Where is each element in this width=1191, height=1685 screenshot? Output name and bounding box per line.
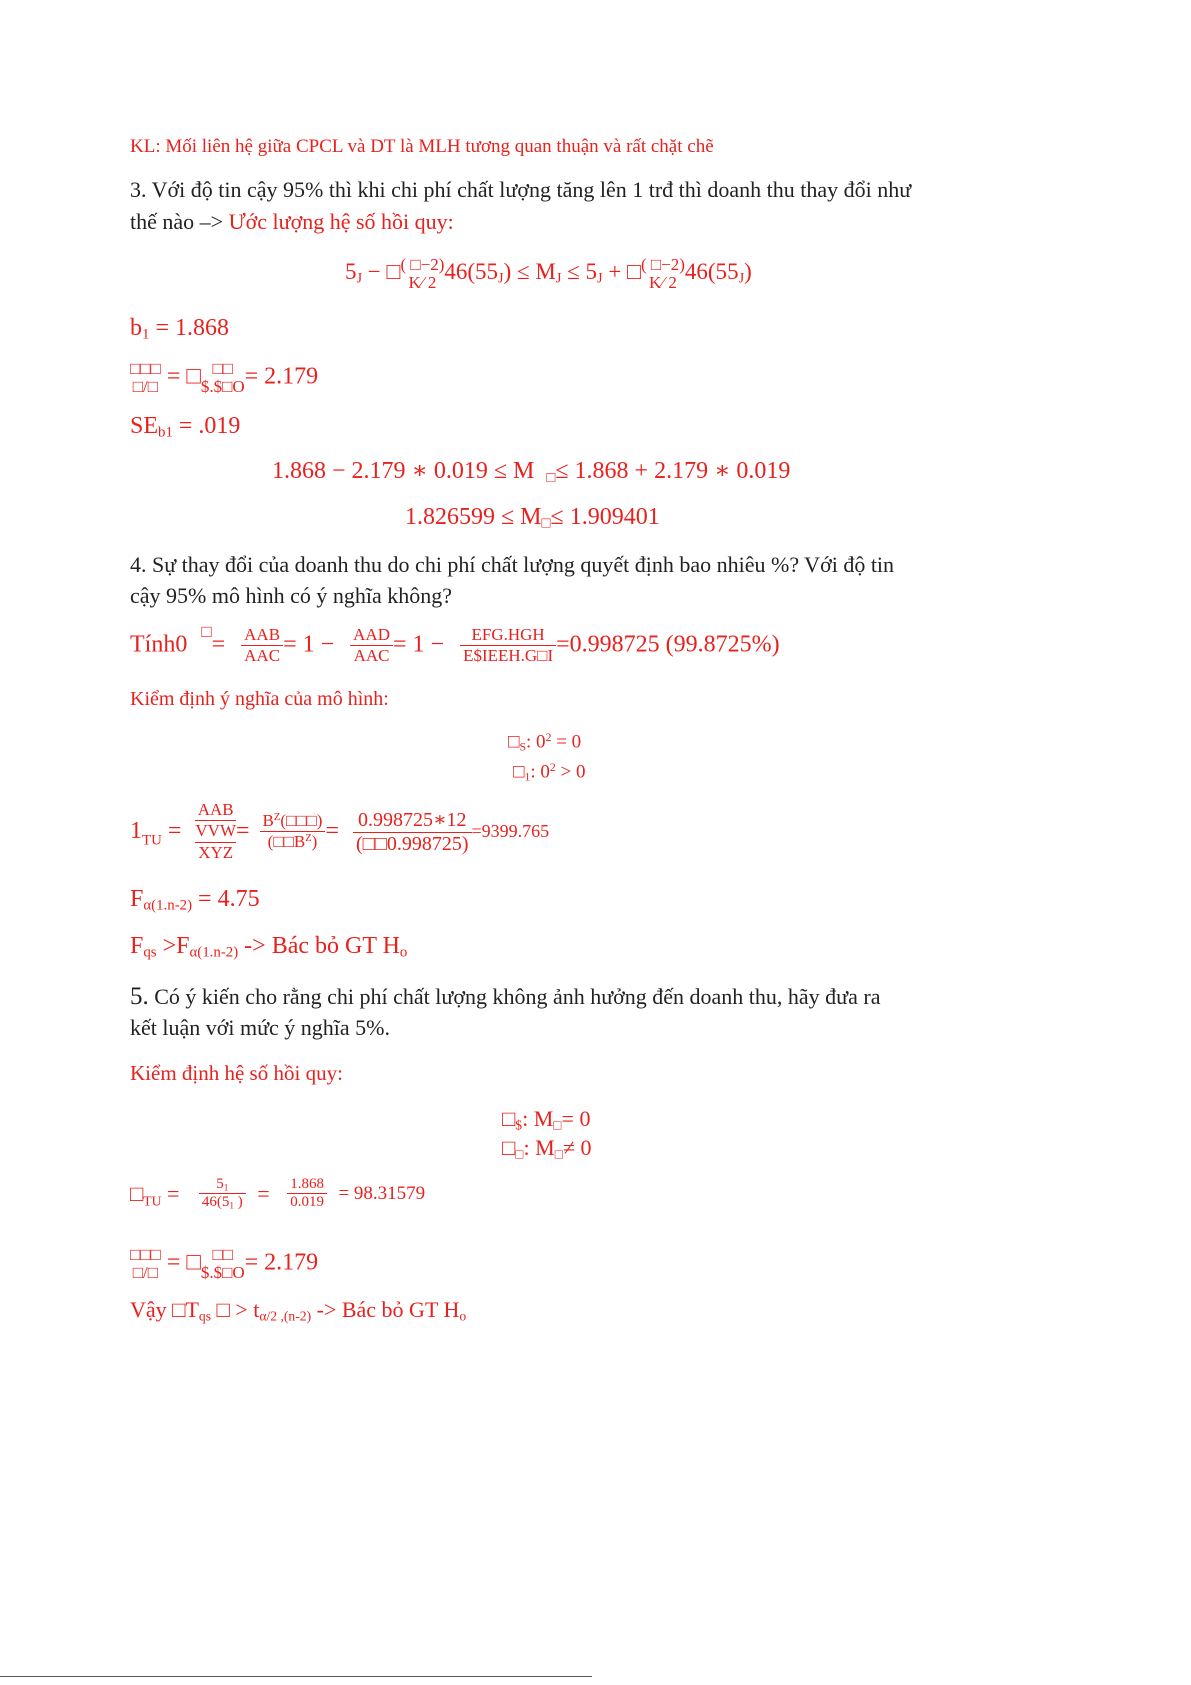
se-b1-value: $SE_{b1} = .019$ bbox=[130, 413, 241, 441]
question-3-line-1: 3. Với độ tin cậy 95% thì khi chi phí chất lượng tăng lên 1 trđ thì doanh thu thay đổi như bbox=[130, 177, 912, 202]
footer-rule bbox=[0, 1676, 592, 1677]
coefficient-test-title: Kiểm định hệ số hồi quy: bbox=[130, 1061, 343, 1085]
coefficient-test-decision: Vậy $□T_{qs}$ □ > $t_{\alpha/2 ,(n-2)}$ -> Bác bỏ GT $H_o$ bbox=[130, 1297, 467, 1324]
f-critical-value: $F_{\alpha(1.n-2)} = 4.75$ bbox=[130, 886, 260, 914]
model-h1: $□_1$: $0^2 > 0$ bbox=[513, 761, 586, 784]
coefficient-h1: $□_□$: $M_□\ne 0$ bbox=[502, 1135, 592, 1162]
ci-formula: $5_J$ − □ ( □−2) K⁄ 2 $46(55_J) \le M_J \le 5_J$ + □ ( □−2) K⁄ 2 $46(55_J)$ bbox=[345, 255, 752, 292]
coefficient-h0: $□_{\$}$: $M_□= 0$ bbox=[502, 1106, 591, 1133]
ci-calculation: 1.868 − 2.179 ∗ 0.019 ≤ M $_□$≤ 1.868 + 2.179 ∗ 0.019 bbox=[272, 458, 791, 486]
b1-value: $b_1 = 1.868$ bbox=[130, 315, 229, 343]
model-h0: $□_S$: $0^2 = 0$ bbox=[508, 731, 582, 754]
r-squared-calculation: Tính0□= $\frac{\text{AAB}}{\text{AAC}}$ = 1 − $\frac{\text{AAD}}{\text{AAC}}$ = 1 − $\frac{\text{EFG.HGH}}{\text{E\$IEEH.G□I}}$ =0.998725 (99.8725%) bbox=[130, 622, 780, 665]
question-5-line-1: 5. Có ý kiến cho rằng chi phí chất lượng không ảnh hưởng đến doanh thu, hãy đưa ra bbox=[130, 983, 881, 1010]
question-4-line-1: 4. Sự thay đổi của doanh thu do chi phí chất lượng quyết định bao nhiêu %? Với độ tin bbox=[130, 552, 895, 577]
t-critical-value: □□□ □/□ = □ □□ $.$□O = 2.179 bbox=[130, 359, 319, 396]
question-3-prefix: thế nào –> bbox=[130, 209, 229, 234]
t-statistic-calculation: $□_{TU}$ = $\frac{5_1}{46(5_1 )}$ = $\frac{1.868}{0.019}$ = 98.31579 bbox=[130, 1176, 426, 1212]
model-test-decision: $F_{qs} >F_{\alpha(1.n-2)}$ -> Bác bỏ GT $H_o$ bbox=[130, 933, 408, 961]
question-3-line-2 bbox=[130, 209, 454, 235]
question-3-task: Ước lượng hệ số hồi quy: bbox=[228, 209, 454, 234]
ci-result: $1.826599 \le M_□\le 1.909401$ bbox=[405, 504, 660, 532]
question-4-line-2: cậy 95% mô hình có ý nghĩa không? bbox=[130, 583, 452, 608]
f-statistic-calculation: $1_{TU}$ = AAB VVW XYZ = $\frac{B^Z(□□□)}{(□□B^Z)}$ = $\frac{0.998725∗12}{(□□0.998725)}$ =9399.765 bbox=[130, 800, 550, 862]
t-critical-value-2: □□□ □/□ = □ □□ $.$□O = 2.179 bbox=[130, 1245, 319, 1282]
conclusion-text: KL: Mối liên hệ giữa CPCL và DT là MLH tương quan thuận và rất chặt chẽ bbox=[130, 136, 714, 157]
question-5-line-2: kết luận với mức ý nghĩa 5%. bbox=[130, 1015, 391, 1040]
model-test-title: Kiểm định ý nghĩa của mô hình: bbox=[130, 688, 389, 710]
